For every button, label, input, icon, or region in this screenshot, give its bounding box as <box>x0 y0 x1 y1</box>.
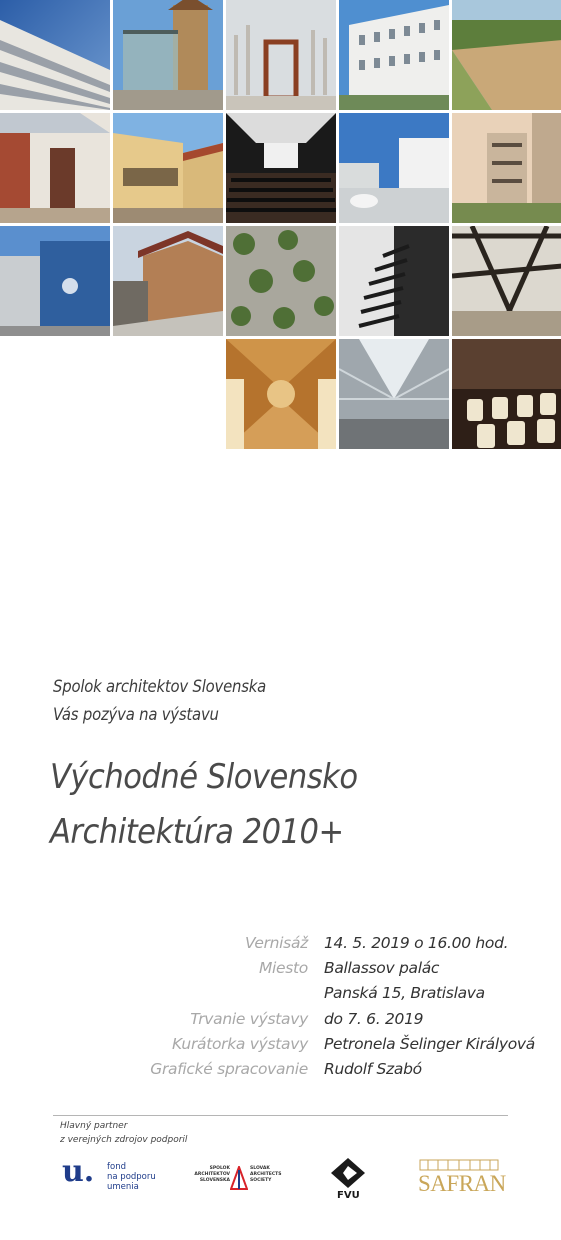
photo-apartment-block-sunset <box>452 113 561 223</box>
sas-logo-right-line3: SOCIETY <box>250 1178 272 1183</box>
invitation-line: Vás pozýva na výstavu <box>53 705 219 724</box>
safran-logo <box>416 1157 504 1199</box>
safran-building-icon <box>416 1158 502 1172</box>
place-value-venue: Ballassov palác <box>324 959 440 977</box>
photo-glass-pavilion-tower <box>113 0 223 110</box>
photo-courtyard-houses <box>113 113 223 223</box>
photo-aerial-park-trees <box>226 226 336 336</box>
vernissage-label: Vernisáž <box>244 934 308 952</box>
footer-divider <box>53 1115 508 1116</box>
duration-label: Trvanie výstavy <box>190 1010 308 1028</box>
place-value-address: Panská 15, Bratislava <box>324 984 485 1002</box>
sas-triangle-icon <box>230 1166 248 1190</box>
photo-louvred-facade <box>339 226 449 336</box>
photo-lounge-chairs-interior <box>452 339 561 449</box>
photo-square-with-sculpture <box>339 113 449 223</box>
sas-logo-right-line2: ARCHITECTS <box>250 1172 282 1177</box>
safran-logo-text: SAFRAN <box>418 1171 506 1196</box>
fvu-diamond-icon <box>330 1157 366 1189</box>
photo-concert-hall <box>226 113 336 223</box>
sas-logo <box>194 1166 284 1192</box>
fvu-logo <box>330 1157 370 1203</box>
photo-grid <box>0 0 561 448</box>
photo-timber-roof-structure <box>452 226 561 336</box>
sas-logo-left-line3: SLOVENSKA <box>199 1178 230 1183</box>
fpu-logo <box>62 1154 162 1196</box>
fpu-logo-text3: umenia <box>107 1182 139 1192</box>
exhibition-title-line1: Východné Slovensko <box>50 757 358 797</box>
curator-value: Petronela Šelinger Királyová <box>324 1035 535 1053</box>
sas-logo-left-line2: ARCHITEKTOV <box>194 1172 230 1177</box>
fvu-logo-text: FVU <box>337 1190 360 1201</box>
partner-label: Hlavný partner <box>60 1121 128 1131</box>
sas-logo-right-line1: SLOVAK <box>250 1166 270 1171</box>
photo-church-ceiling <box>226 339 336 449</box>
photo-brick-entrance <box>0 113 110 223</box>
photo-stone-house <box>113 226 223 336</box>
photo-renovated-building <box>339 0 449 110</box>
exhibition-title-line2: Architektúra 2010+ <box>50 812 344 852</box>
graphic-design-label: Grafické spracovanie <box>150 1060 308 1078</box>
photo-glass-office-building <box>0 226 110 336</box>
vernissage-value: 14. 5. 2019 o 16.00 hod. <box>324 934 509 952</box>
place-label: Miesto <box>258 959 308 977</box>
partner-support-label: z verejných zdrojov podporil <box>60 1135 188 1145</box>
duration-value: do 7. 6. 2019 <box>324 1010 424 1028</box>
photo-vaulted-light-space <box>339 339 449 449</box>
sas-logo-left-line1: SPOLOK <box>209 1166 230 1171</box>
fpu-logo-text1: fond <box>107 1162 126 1172</box>
fpu-logo-mark: u. <box>62 1154 95 1189</box>
organizer-name: Spolok architektov Slovenska <box>53 677 267 696</box>
curator-label: Kurátorka výstavy <box>171 1035 308 1053</box>
photo-memorial-gate <box>226 0 336 110</box>
fpu-logo-text2: na podporu <box>107 1172 156 1182</box>
graphic-design-value: Rudolf Szabó <box>324 1060 422 1078</box>
photo-white-apartment-building <box>0 0 110 110</box>
photo-wooden-promenade <box>452 0 561 110</box>
